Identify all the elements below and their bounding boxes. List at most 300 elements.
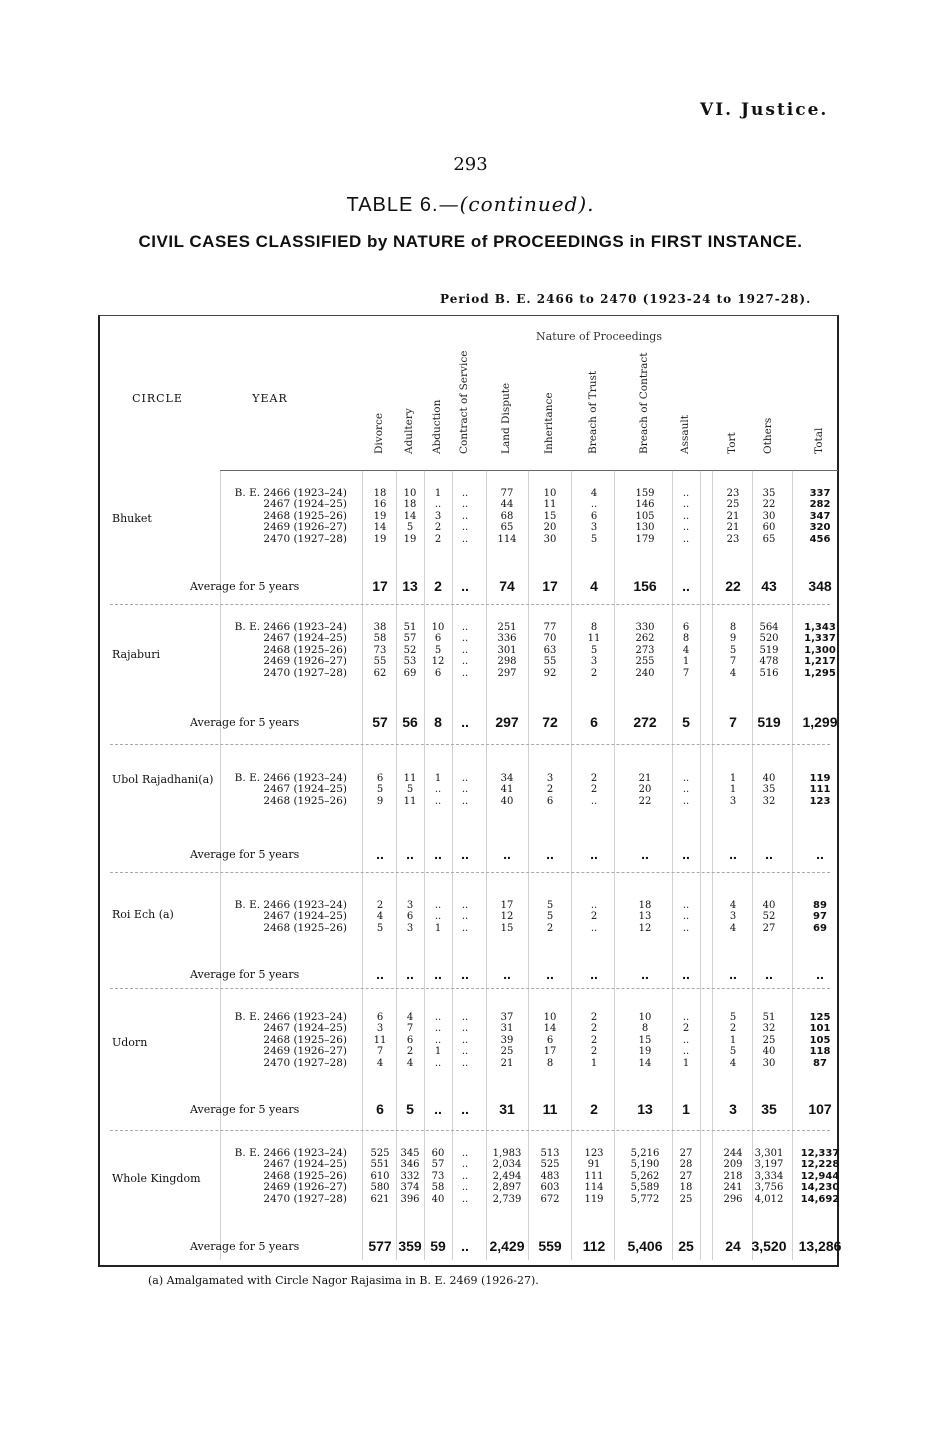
table-cell: 20: [638, 784, 652, 796]
table-cell: 9: [729, 633, 737, 645]
table-cell: 51: [403, 622, 417, 633]
table-cell: 9: [376, 795, 384, 807]
table-cell: 2: [434, 522, 442, 534]
table-cell: 87: [813, 1057, 827, 1069]
column-header-label: Assault: [679, 415, 691, 454]
average-cell: 57: [372, 714, 388, 730]
table-cell: 1: [729, 1034, 737, 1046]
table-cell: ..: [434, 900, 442, 911]
table-cell: 12,337: [800, 1148, 840, 1159]
average-cell: ..: [641, 966, 649, 982]
column-header-label: Land Dispute: [500, 382, 512, 454]
average-cell: ..: [461, 1101, 469, 1117]
average-cell: ..: [461, 846, 469, 862]
table-cell: 6: [546, 795, 554, 807]
column-separator: [528, 470, 529, 1260]
table-cell: 4: [729, 922, 737, 934]
table-cell: 27: [762, 922, 776, 934]
table-cell: 57: [431, 1159, 445, 1171]
table-cell: 40: [500, 795, 514, 807]
table-cell: 3,197: [754, 1159, 784, 1171]
table-cell: 6: [434, 667, 442, 679]
table-cell: 58: [373, 633, 387, 645]
table-cell: 63: [543, 644, 557, 656]
table-cell: 10: [543, 1012, 557, 1023]
table-cell: 478: [759, 656, 779, 668]
table-cell: 27: [679, 1170, 693, 1182]
year-label: B. E. 2466 (1923–24): [234, 1147, 347, 1159]
table-cell: 5: [729, 1012, 737, 1023]
average-label: Average for 5 years: [190, 848, 300, 861]
circle-name: Udorn: [112, 1036, 148, 1049]
average-cell: ..: [503, 966, 511, 982]
year-label: 2467 (1924–25): [263, 632, 347, 645]
average-cell: ..: [503, 846, 511, 862]
average-cell: ..: [546, 966, 554, 982]
table-subtitle: CIVIL CASES CLASSIFIED by NATURE of PROCEEDINGS in FIRST INSTANCE.: [138, 232, 803, 251]
table-cell: 57: [403, 633, 417, 645]
table-cell: 332: [400, 1170, 420, 1182]
table-cell: 40: [431, 1193, 445, 1205]
table-cell: 3: [590, 656, 598, 668]
column-header-3: [458, 350, 481, 465]
average-cell: 59: [430, 1238, 446, 1254]
year-label: 2467 (1924–25): [263, 498, 347, 511]
table-cell: 65: [500, 522, 514, 534]
table-cell: ..: [461, 656, 469, 668]
group-separator: [110, 872, 830, 873]
table-cell: 218: [723, 1170, 743, 1182]
table-cell: 5,190: [630, 1159, 660, 1171]
group-separator: [110, 604, 830, 605]
table-cell: 2: [590, 1034, 598, 1046]
column-header-label: Abduction: [431, 399, 443, 454]
table-cell: 40: [762, 773, 776, 784]
table-cell: 22: [638, 795, 652, 807]
table-cell: 146: [635, 499, 655, 511]
year-label: B. E. 2466 (1923–24): [234, 621, 347, 633]
average-cell: 13: [402, 578, 418, 594]
year-label: 2469 (1926–27): [263, 655, 347, 668]
average-cell: 297: [495, 714, 519, 730]
year-label: 2468 (1925–26): [263, 1033, 347, 1046]
table-cell: 580: [370, 1182, 390, 1194]
table-cell: 4: [376, 911, 384, 923]
table-cell: 3: [590, 522, 598, 534]
table-cell: 73: [431, 1170, 445, 1182]
table-cell: 12: [638, 922, 652, 934]
average-cell: ..: [376, 966, 384, 982]
table-cell: 4: [590, 488, 598, 499]
average-cell: 348: [808, 578, 832, 594]
table-cell: 2: [590, 667, 598, 679]
average-cell: 6: [376, 1101, 384, 1117]
year-label: B. E. 2466 (1923–24): [234, 1011, 347, 1023]
average-cell: 1: [682, 1101, 690, 1117]
section-heading: VI. Justice.: [700, 100, 829, 120]
table-cell: ..: [461, 1057, 469, 1069]
table-cell: 11: [373, 1034, 387, 1046]
table-cell: 3: [434, 510, 442, 522]
average-cell: ..: [641, 846, 649, 862]
table-cell: 159: [635, 488, 655, 499]
table-cell: 12: [431, 656, 445, 668]
column-header-label: Others: [762, 417, 774, 454]
table-cell: 5: [434, 644, 442, 656]
table-cell: ..: [461, 488, 469, 499]
table-cell: ..: [461, 1012, 469, 1023]
table-label: TABLE: [346, 194, 414, 216]
footnote: (a) Amalgamated with Circle Nagor Rajasima in B. E. 2469 (1926-27).: [148, 1274, 539, 1287]
table-cell: 10: [403, 488, 417, 499]
table-cell: 1: [729, 773, 737, 784]
average-label: Average for 5 years: [190, 968, 300, 981]
column-separator: [792, 470, 793, 1260]
column-header-4: [501, 380, 523, 465]
table-cell: 516: [759, 667, 779, 679]
table-cell: 179: [635, 533, 655, 545]
column-header-label: Tort: [726, 432, 738, 454]
circle-name: Ubol Rajadhani(a): [112, 773, 214, 786]
average-cell: 8: [434, 714, 442, 730]
table-cell: 3: [729, 795, 737, 807]
table-cell: 21: [638, 773, 652, 784]
table-cell: 12,944: [800, 1170, 840, 1182]
table-cell: 19: [373, 533, 387, 545]
average-cell: 13: [637, 1101, 653, 1117]
average-cell: 6: [590, 714, 598, 730]
year-label: 2469 (1926–27): [263, 1181, 347, 1194]
table-cell: ..: [461, 1170, 469, 1182]
table-cell: ..: [461, 499, 469, 511]
table-cell: 25: [500, 1046, 514, 1058]
column-header-9: [727, 380, 749, 465]
group-separator: [110, 744, 830, 745]
table-cell: 262: [635, 633, 655, 645]
average-cell: ..: [406, 966, 414, 982]
table-cell: 2,034: [492, 1159, 522, 1171]
table-cell: 5,262: [630, 1170, 660, 1182]
table-cell: ..: [461, 1159, 469, 1171]
average-cell: ..: [434, 966, 442, 982]
column-header-6: [587, 370, 610, 465]
average-cell: ..: [434, 1101, 442, 1117]
table-cell: 513: [540, 1148, 560, 1159]
table-cell: 1: [434, 773, 442, 784]
table-cell: 40: [762, 900, 776, 911]
table-cell: ..: [461, 633, 469, 645]
table-cell: 125: [809, 1012, 831, 1023]
column-header-label: Contract of Service: [458, 350, 470, 454]
table-cell: 7: [729, 656, 737, 668]
table-cell: 123: [809, 795, 831, 807]
table-cell: 65: [762, 533, 776, 545]
table-cell: 4: [376, 1057, 384, 1069]
average-cell: 56: [402, 714, 418, 730]
average-cell: 43: [761, 578, 777, 594]
table-cell: 17: [500, 900, 514, 911]
nature-of-proceedings-header: Nature of Proceedings: [536, 330, 662, 343]
table-cell: 18: [403, 499, 417, 511]
table-cell: ..: [590, 900, 598, 911]
table-cell: 27: [679, 1148, 693, 1159]
table-cell: 551: [370, 1159, 390, 1171]
table-cell: ..: [682, 510, 690, 522]
table-cell: 34: [500, 773, 514, 784]
table-cell: 18: [679, 1182, 693, 1194]
table-cell: 14,230: [800, 1182, 840, 1194]
table-cell: 3,756: [754, 1182, 784, 1194]
table-cell: ..: [434, 499, 442, 511]
column-separator: [571, 470, 572, 1260]
table-cell: 89: [813, 900, 827, 911]
table-cell: ..: [461, 1193, 469, 1205]
year-label: 2470 (1927–28): [263, 532, 347, 545]
table-cell: 2,897: [492, 1182, 522, 1194]
page-number: 293: [453, 154, 488, 175]
table-cell: 97: [813, 911, 827, 923]
table-cell: 14: [373, 522, 387, 534]
table-cell: 1: [682, 656, 690, 668]
table-cell: ..: [682, 1046, 690, 1058]
table-cell: 52: [403, 644, 417, 656]
table-cell: 17: [543, 1046, 557, 1058]
table-cell: ..: [461, 1148, 469, 1159]
table-cell: 1: [590, 1057, 598, 1069]
table-cell: 18: [373, 488, 387, 499]
column-header-label: Breach of Contract: [638, 352, 650, 454]
average-cell: 72: [542, 714, 558, 730]
table-cell: ..: [682, 784, 690, 796]
table-cell: 7: [406, 1023, 414, 1035]
average-cell: 2,429: [489, 1238, 525, 1254]
table-cell: ..: [682, 488, 690, 499]
table-cell: 2: [682, 1023, 690, 1035]
year-label: 2469 (1926–27): [263, 521, 347, 534]
table-cell: 8: [546, 1057, 554, 1069]
table-cell: 5: [546, 900, 554, 911]
table-cell: ..: [434, 795, 442, 807]
table-cell: 105: [809, 1034, 831, 1046]
year-label: 2470 (1927–28): [263, 1192, 347, 1205]
average-cell: 17: [542, 578, 558, 594]
table-cell: ..: [590, 922, 598, 934]
average-cell: 11: [542, 1101, 558, 1117]
table-cell: ..: [461, 911, 469, 923]
table-cell: 3: [376, 1023, 384, 1035]
table-cell: 20: [543, 522, 557, 534]
table-cell: 610: [370, 1170, 390, 1182]
average-cell: ..: [682, 966, 690, 982]
average-cell: ..: [406, 846, 414, 862]
column-header-label: Adultery: [403, 408, 415, 454]
year-label: 2467 (1924–25): [263, 1158, 347, 1171]
average-cell: 24: [725, 1238, 741, 1254]
table-cell: 70: [543, 633, 557, 645]
table-cell: 297: [497, 667, 517, 679]
average-cell: ..: [590, 966, 598, 982]
table-cell: 2,494: [492, 1170, 522, 1182]
table-cell: 77: [543, 622, 557, 633]
group-separator: [110, 988, 830, 989]
table-cell: 101: [809, 1023, 831, 1035]
table-cell: 21: [726, 510, 740, 522]
table-cell: 8: [682, 633, 690, 645]
column-header-7: [638, 352, 661, 465]
table-cell: 11: [543, 499, 557, 511]
year-label: 2467 (1924–25): [263, 910, 347, 923]
table-cell: 55: [373, 656, 387, 668]
table-cell: 7: [376, 1046, 384, 1058]
table-cell: 1,337: [804, 633, 836, 645]
table-cell: 10: [638, 1012, 652, 1023]
table-cell: 255: [635, 656, 655, 668]
average-cell: 112: [582, 1238, 606, 1254]
year-label: 2468 (1925–26): [263, 509, 347, 522]
table-cell: 32: [762, 1023, 776, 1035]
table-cell: 2: [434, 533, 442, 545]
table-cell: 14: [403, 510, 417, 522]
table-cell: ..: [461, 1046, 469, 1058]
table-cell: 19: [403, 533, 417, 545]
column-header-label: Inheritance: [543, 392, 555, 454]
average-cell: 359: [398, 1238, 422, 1254]
table-cell: 22: [762, 499, 776, 511]
year-label: 2467 (1924–25): [263, 783, 347, 796]
table-cell: ..: [682, 773, 690, 784]
table-cell: 298: [497, 656, 517, 668]
table-cell: 130: [635, 522, 655, 534]
table-cell: 11: [403, 773, 417, 784]
table-cell: ..: [461, 922, 469, 934]
table-cell: 296: [723, 1193, 743, 1205]
table-cell: ..: [461, 795, 469, 807]
average-cell: ..: [376, 846, 384, 862]
table-cell: 1,343: [804, 622, 836, 633]
table-cell: 6: [406, 1034, 414, 1046]
average-cell: ..: [434, 846, 442, 862]
table-cell: 105: [635, 510, 655, 522]
average-cell: 35: [761, 1101, 777, 1117]
column-header-label: Total: [813, 427, 825, 454]
average-label: Average for 5 years: [190, 580, 300, 593]
table-cell: 4: [729, 667, 737, 679]
table-cell: ..: [461, 1034, 469, 1046]
table-cell: 11: [403, 795, 417, 807]
column-header-1: [404, 380, 426, 465]
table-cell: 60: [431, 1148, 445, 1159]
table-cell: 23: [726, 533, 740, 545]
table-cell: 111: [584, 1170, 604, 1182]
table-cell: 6: [590, 510, 598, 522]
table-cell: ..: [461, 533, 469, 545]
table-cell: ..: [590, 499, 598, 511]
table-cell: 2: [590, 784, 598, 796]
table-cell: 2: [590, 1012, 598, 1023]
table-cell: ..: [682, 499, 690, 511]
table-cell: 123: [584, 1148, 604, 1159]
column-header-2: [432, 380, 454, 465]
table-cell: 12: [500, 911, 514, 923]
table-cell: 301: [497, 644, 517, 656]
table-cell: 119: [809, 773, 831, 784]
table-cell: 346: [400, 1159, 420, 1171]
table-cell: 35: [762, 488, 776, 499]
circle-name: Rajaburi: [112, 648, 160, 661]
table-continued: —(continued).: [438, 192, 595, 216]
table-cell: 44: [500, 499, 514, 511]
table-cell: ..: [434, 1012, 442, 1023]
table-cell: ..: [682, 911, 690, 923]
table-cell: 51: [762, 1012, 776, 1023]
average-label: Average for 5 years: [190, 1240, 300, 1253]
year-label: 2467 (1924–25): [263, 1022, 347, 1035]
table-number: 6.: [419, 194, 439, 216]
table-cell: 91: [587, 1159, 601, 1171]
table-cell: 18: [638, 900, 652, 911]
table-cell: 1,217: [804, 656, 836, 668]
group-separator: [110, 1130, 830, 1131]
column-header-5: [544, 380, 566, 465]
table-cell: 15: [638, 1034, 652, 1046]
table-cell: 6: [376, 1012, 384, 1023]
table-cell: 32: [762, 795, 776, 807]
average-cell: ..: [461, 714, 469, 730]
average-cell: ..: [461, 966, 469, 982]
table-cell: 240: [635, 667, 655, 679]
table-cell: 7: [682, 667, 690, 679]
table-cell: 525: [540, 1159, 560, 1171]
table-cell: 4: [406, 1057, 414, 1069]
table-cell: 6: [682, 622, 690, 633]
table-cell: 244: [723, 1148, 743, 1159]
table-cell: 336: [497, 633, 517, 645]
table-cell: ..: [434, 911, 442, 923]
table-cell: 519: [759, 644, 779, 656]
table-cell: 3: [406, 900, 414, 911]
table-cell: 337: [809, 488, 831, 499]
year-label: B. E. 2466 (1923–24): [234, 487, 347, 499]
table-cell: 30: [762, 510, 776, 522]
average-cell: 17: [372, 578, 388, 594]
table-cell: 672: [540, 1193, 560, 1205]
table-cell: 8: [590, 622, 598, 633]
circle-name: Roi Ech (a): [112, 908, 174, 921]
table-cell: 25: [762, 1034, 776, 1046]
table-cell: 3,301: [754, 1148, 784, 1159]
average-cell: 7: [729, 714, 737, 730]
average-cell: ..: [765, 966, 773, 982]
table-cell: 1: [682, 1057, 690, 1069]
table-cell: 3: [546, 773, 554, 784]
table-cell: ..: [434, 784, 442, 796]
table-cell: 69: [403, 667, 417, 679]
year-label: 2468 (1925–26): [263, 921, 347, 934]
table-cell: 10: [431, 622, 445, 633]
table-cell: 60: [762, 522, 776, 534]
table-cell: 3: [406, 922, 414, 934]
average-cell: ..: [682, 578, 690, 594]
table-cell: 19: [373, 510, 387, 522]
average-cell: ..: [765, 846, 773, 862]
table-cell: 41: [500, 784, 514, 796]
year-label: B. E. 2466 (1923–24): [234, 899, 347, 911]
circle-name: Whole Kingdom: [112, 1172, 201, 1185]
table-cell: ..: [682, 522, 690, 534]
table-cell: 38: [373, 622, 387, 633]
table-cell: 347: [809, 510, 831, 522]
table-cell: ..: [461, 622, 469, 633]
